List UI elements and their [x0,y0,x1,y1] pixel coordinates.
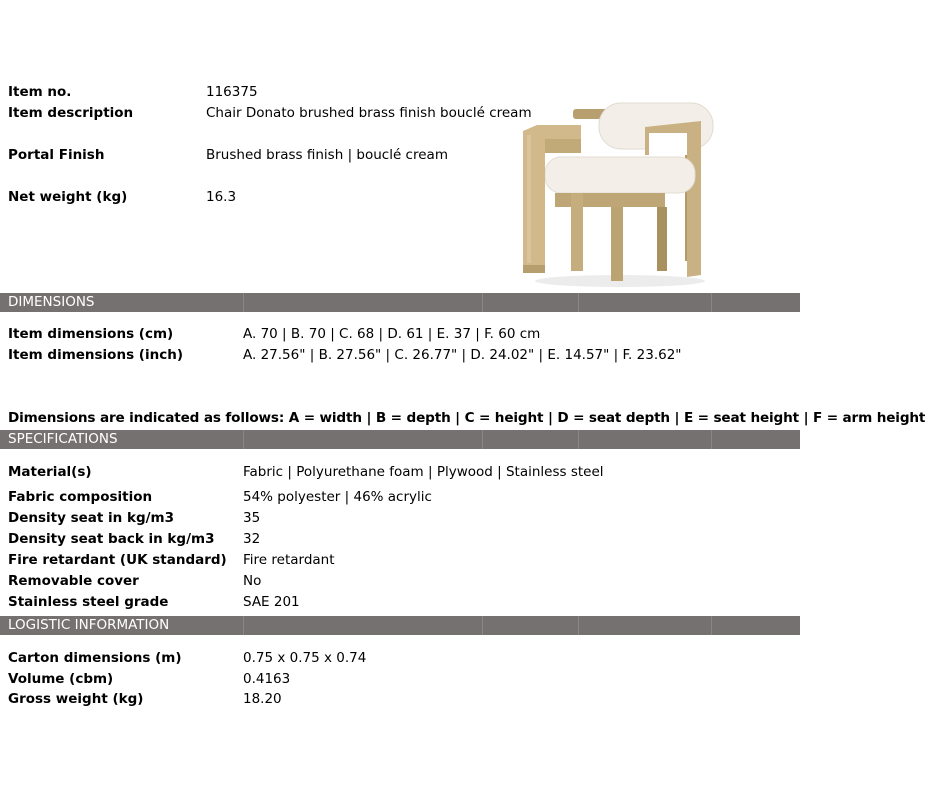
item-dimensions-inch-value: A. 27.56" | B. 27.56" | C. 26.77" | D. 24.02" | E. 14.57" | F. 23.62" [243,347,682,363]
specifications-header-label: SPECIFICATIONS [8,431,118,447]
item-no-value: 116375 [206,84,258,100]
spec-value: 32 [243,531,261,547]
spec-label: Material(s) [8,464,92,480]
spec-value: SAE 201 [243,594,300,610]
band-separator [711,293,712,312]
band-separator [243,293,244,312]
spec-label: Removable cover [8,573,139,589]
portal-finish-value: Brushed brass finish | bouclé cream [206,147,448,163]
spec-value: No [243,573,262,589]
logistic-label: Volume (cbm) [8,671,114,687]
band-separator [482,616,483,635]
band-separator [482,430,483,449]
logistic-value: 18.20 [243,691,282,707]
logistic-header-label: LOGISTIC INFORMATION [8,617,170,633]
band-separator [578,616,579,635]
net-weight-value: 16.3 [206,189,237,205]
dimensions-legend-note: Dimensions are indicated as follows: A = width | B = depth | C = height | D = seat depth | E = seat height | F = arm height [8,410,925,426]
spec-label: Density seat in kg/m3 [8,510,175,526]
spec-value: 54% polyester | 46% acrylic [243,489,432,505]
spec-value: 35 [243,510,261,526]
band-separator [243,616,244,635]
spec-value: Fabric | Polyurethane foam | Plywood | Stainless steel [243,464,604,480]
dimensions-header-label: DIMENSIONS [8,294,95,310]
spec-label: Fire retardant (UK standard) [8,552,227,568]
item-dimensions-cm-value: A. 70 | B. 70 | C. 68 | D. 61 | E. 37 | F. 60 cm [243,326,541,342]
item-dimensions-inch-label: Item dimensions (inch) [8,347,183,363]
item-description-label: Item description [8,105,134,121]
logistic-value: 0.75 x 0.75 x 0.74 [243,650,367,666]
band-separator [482,293,483,312]
chair-product-image [515,95,715,290]
item-dimensions-cm-label: Item dimensions (cm) [8,326,174,342]
dimensions-header [0,293,800,312]
net-weight-label: Net weight (kg) [8,189,128,205]
band-separator [243,430,244,449]
spec-label: Stainless steel grade [8,594,169,610]
specifications-header [0,430,800,449]
logistic-label: Carton dimensions (m) [8,650,182,666]
band-separator [711,430,712,449]
band-separator [711,616,712,635]
portal-finish-label: Portal Finish [8,147,105,163]
item-no-label: Item no. [8,84,72,100]
logistic-label: Gross weight (kg) [8,691,144,707]
band-separator [578,293,579,312]
spec-label: Density seat back in kg/m3 [8,531,215,547]
spec-value: Fire retardant [243,552,335,568]
logistic-header [0,616,800,635]
item-description-value: Chair Donato brushed brass finish bouclé cream [206,105,532,121]
spec-label: Fabric composition [8,489,153,505]
logistic-value: 0.4163 [243,671,291,687]
band-separator [578,430,579,449]
